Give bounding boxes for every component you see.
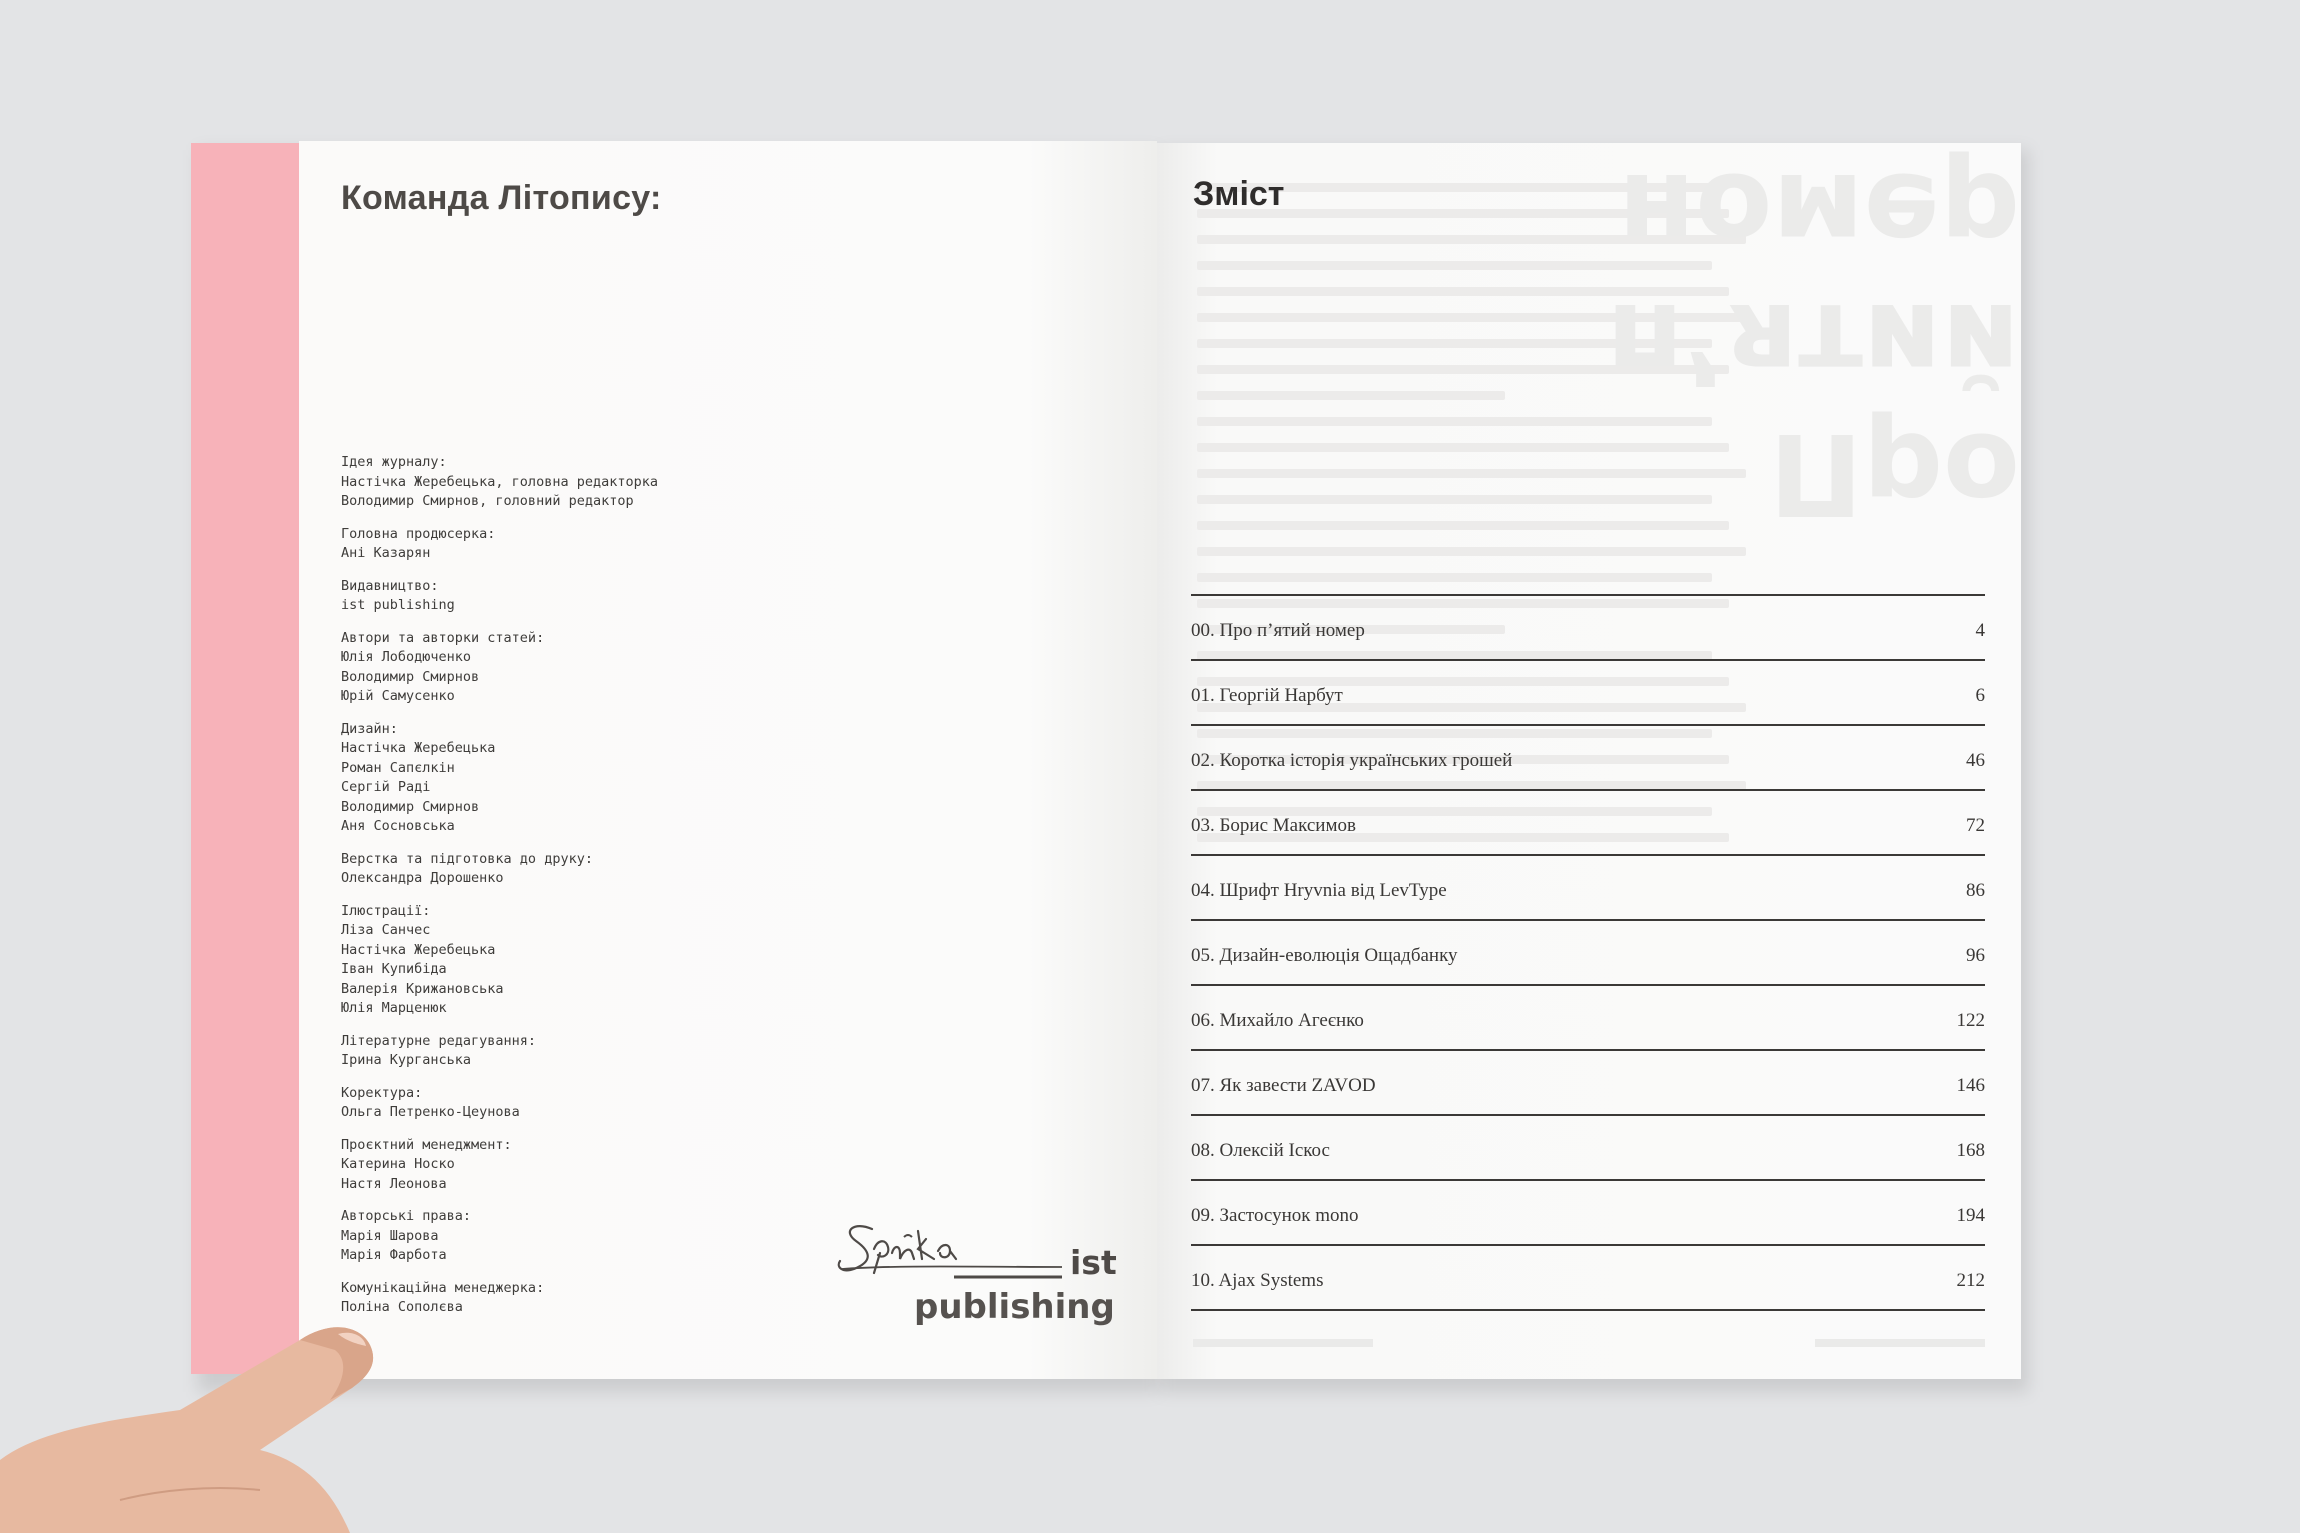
credit-group — [341, 850, 861, 889]
team-title: Команда Літопису: — [341, 179, 662, 217]
toc-item-page: 194 — [1956, 1205, 1985, 1226]
toc-item-title: 05. Дизайн-еволюція Ощадбанку — [1191, 945, 1458, 966]
spilka-script-logo — [834, 1209, 1064, 1289]
show-through-footer-right — [1815, 1339, 1985, 1347]
toc-item — [1191, 986, 1985, 1051]
toc-item-title: 06. Михайло Агеєнко — [1191, 1010, 1364, 1031]
toc-item-title: 04. Шрифт Hryvnia від LevType — [1191, 880, 1447, 901]
credits-list — [341, 453, 861, 1331]
toc-item — [1191, 596, 1985, 661]
credit-role: Авторські права: — [341, 1208, 472, 1224]
credit-name: Юлія Лободюченко — [341, 649, 472, 665]
credit-role: Коректура: — [341, 1084, 423, 1101]
toc-item-title: 09. Застосунок mono — [1191, 1205, 1359, 1226]
toc-item-page: 122 — [1956, 1010, 1985, 1031]
credit-name: Володимир Смирнов — [341, 798, 480, 815]
credit-name: Юлія Марценюк — [341, 1000, 447, 1016]
credit-name: Олександра Дорошенко — [341, 870, 504, 886]
table-of-contents — [1191, 594, 1985, 1311]
credit-name: Аня Сосновська — [341, 818, 455, 834]
credit-name: Ліза Санчес — [341, 922, 431, 938]
toc-item-page: 46 — [1966, 750, 1985, 771]
toc-item-page: 86 — [1966, 880, 1985, 901]
credit-group — [341, 1084, 861, 1123]
credit-role: Верстка та підготовка до друку: — [341, 850, 593, 867]
toc-heading: Зміст — [1193, 175, 1285, 213]
toc-item-title: 07. Як завести ZAVOD — [1191, 1075, 1376, 1096]
publisher-ist-text: ist — [1070, 1243, 1117, 1282]
show-through-line — [1197, 391, 1505, 400]
credit-name: Катерина Носко — [341, 1156, 455, 1172]
credit-name: Ірина Курганська — [341, 1052, 472, 1068]
toc-item-page: 212 — [1956, 1270, 1985, 1291]
credit-name: Валерія Крижановська — [341, 980, 504, 997]
credit-name: Володимир Смирнов — [341, 668, 480, 685]
publisher-name-text: publishing — [914, 1287, 1115, 1327]
credit-name: ist publishing — [341, 597, 455, 613]
credit-name: Ані Казарян — [341, 545, 431, 561]
toc-item-title: 00. Про п’ятий номер — [1191, 620, 1365, 641]
credit-role: Видавництво: — [341, 577, 439, 594]
credit-name: Настічка Жеребецька, головна редакторка — [341, 473, 658, 490]
credit-name: Ольга Петренко-Цеунова — [341, 1104, 520, 1120]
credit-name: Марія Фарбота — [341, 1247, 447, 1263]
credit-name: Настічка Жеребецька — [341, 740, 496, 756]
credit-group — [341, 1032, 861, 1071]
credit-role: Проєктний менеджмент: — [341, 1136, 512, 1153]
toc-item — [1191, 726, 1985, 791]
credit-role: Дизайн: — [341, 720, 398, 737]
toc-item-page: 4 — [1975, 620, 1985, 641]
credit-name: Марія Шарова — [341, 1227, 439, 1244]
credit-group — [341, 720, 861, 837]
toc-item-page: 96 — [1966, 945, 1985, 966]
show-through-line — [1197, 547, 1746, 556]
toc-item — [1191, 856, 1985, 921]
credit-role: Ідея журналу: — [341, 454, 447, 470]
publisher-logo — [834, 1209, 1164, 1369]
toc-item — [1191, 661, 1985, 726]
credit-role: Ілюстрації: — [341, 902, 431, 919]
right-page — [1157, 143, 2021, 1379]
toc-item-title: 03. Борис Максимов — [1191, 815, 1356, 836]
toc-item-title: 10. Ajax Systems — [1191, 1270, 1324, 1291]
credit-group — [341, 1207, 861, 1266]
toc-item-title: 02. Коротка історія українських грошей — [1191, 750, 1513, 771]
credit-name: Юрій Самусенко — [341, 688, 455, 704]
toc-item — [1191, 1246, 1985, 1311]
credit-group — [341, 453, 861, 512]
toc-item-page: 146 — [1956, 1075, 1985, 1096]
toc-item — [1191, 1116, 1985, 1181]
toc-item — [1191, 921, 1985, 986]
credit-name: Сергій Раді — [341, 779, 431, 795]
credit-role: Літературне редагування: — [341, 1032, 537, 1049]
show-through-line — [1197, 573, 1712, 582]
toc-item-page: 168 — [1956, 1140, 1985, 1161]
credit-role: Головна продюсерка: — [341, 525, 496, 542]
credit-group — [341, 577, 861, 616]
credit-name: Настічка Жеребецька — [341, 941, 496, 958]
credit-name: Роман Сапєлкін — [341, 759, 455, 776]
toc-item — [1191, 1181, 1985, 1246]
toc-item-page: 72 — [1966, 815, 1985, 836]
toc-item — [1191, 791, 1985, 856]
credit-name: Іван Купибіда — [341, 961, 447, 977]
hand-holding-page — [0, 1300, 420, 1533]
credit-group — [341, 1136, 861, 1195]
credit-name: Поліна Сополєва — [341, 1299, 463, 1315]
toc-item — [1191, 1051, 1985, 1116]
left-page — [299, 141, 1157, 1379]
credit-name: Володимир Смирнов, головний редактор — [341, 493, 634, 509]
show-through-title: Про п’ятий номер — [1606, 148, 2020, 538]
credit-group — [341, 629, 861, 707]
credit-role: Комунікаційна менеджерка: — [341, 1279, 545, 1296]
toc-item-title: 08. Олексій Іскос — [1191, 1140, 1330, 1161]
credit-group — [341, 902, 861, 1019]
credit-group — [341, 525, 861, 564]
toc-item-page: 6 — [1975, 685, 1985, 706]
toc-item-title: 01. Георгій Нарбут — [1191, 685, 1343, 706]
credit-name: Настя Леонова — [341, 1175, 447, 1192]
show-through-footer-left — [1193, 1339, 1373, 1347]
credit-role: Автори та авторки статей: — [341, 629, 545, 646]
